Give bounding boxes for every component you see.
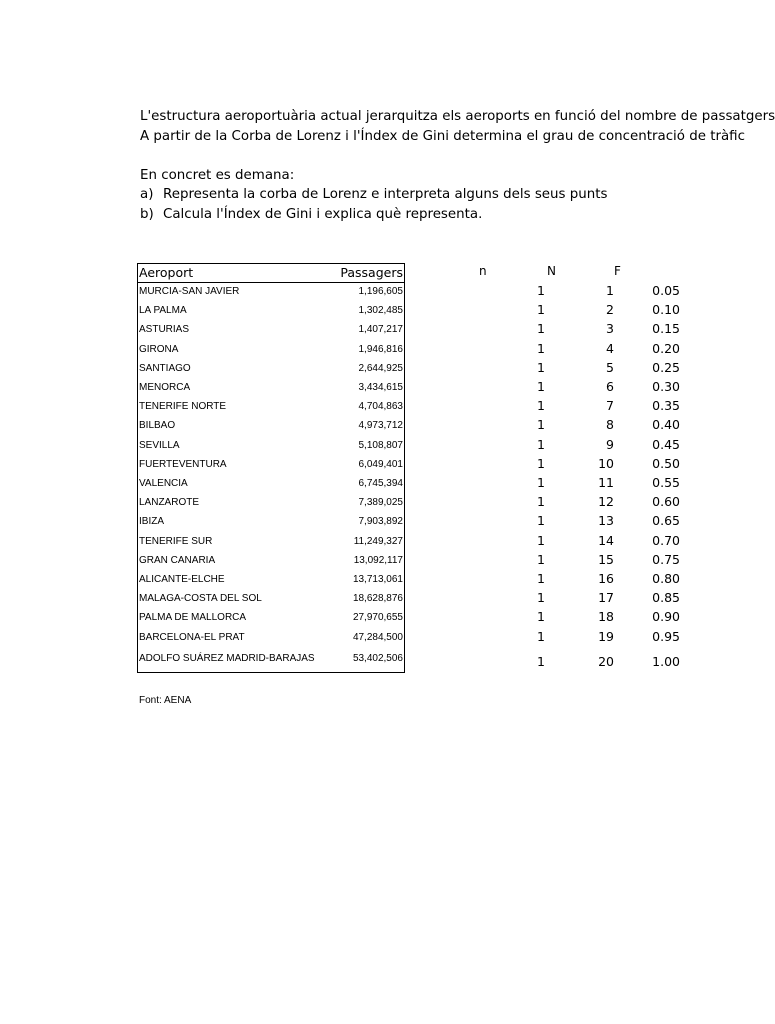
question-b-text: Calcula l'Índex de Gini i explica què representa. bbox=[163, 206, 483, 222]
question-a bbox=[140, 185, 680, 205]
passenger-count: 53,402,506 bbox=[352, 653, 403, 664]
passenger-count: 4,704,863 bbox=[358, 401, 403, 413]
frequency-row bbox=[0, 281, 768, 300]
statement-line-1: L'estructura aeroportuària actual jerarquitza els aeroports en funció del nombre de passatgers bbox=[140, 109, 775, 124]
frequency-row bbox=[0, 415, 768, 434]
cumulative-count: 10 bbox=[598, 455, 614, 471]
relative-cumulative-frequency: 0.55 bbox=[652, 475, 680, 490]
header-N: N bbox=[547, 264, 556, 278]
n-value: 1 bbox=[537, 590, 545, 606]
frequency-row bbox=[0, 588, 768, 607]
header-F: F bbox=[614, 264, 621, 278]
frequency-row bbox=[0, 531, 768, 550]
question-b bbox=[140, 205, 680, 225]
relative-cumulative-frequency: 0.25 bbox=[652, 359, 680, 375]
n-value: 1 bbox=[537, 494, 545, 510]
passenger-count: 7,903,892 bbox=[358, 516, 403, 528]
frequency-row bbox=[0, 300, 768, 319]
relative-cumulative-frequency: 0.90 bbox=[652, 609, 680, 625]
cumulative-count: 6 bbox=[606, 379, 614, 394]
relative-cumulative-frequency: 0.05 bbox=[652, 283, 680, 298]
passenger-count: 11,249,327 bbox=[353, 535, 403, 547]
relative-cumulative-frequency: 0.65 bbox=[652, 513, 680, 529]
passenger-count: 13,092,117 bbox=[353, 554, 403, 566]
cumulative-count: 13 bbox=[598, 513, 614, 529]
frequency-row bbox=[0, 435, 768, 454]
frequency-row bbox=[0, 473, 768, 492]
airport-name: IBIZA bbox=[139, 516, 165, 528]
airport-name: ALICANTE-ELCHE bbox=[139, 574, 225, 585]
n-value: 1 bbox=[537, 340, 545, 356]
airport-name: BILBAO bbox=[139, 420, 176, 432]
frequency-row bbox=[0, 339, 768, 358]
exercise-statement bbox=[140, 107, 775, 224]
relative-cumulative-frequency: 0.10 bbox=[652, 302, 680, 318]
cumulative-count: 3 bbox=[606, 321, 614, 337]
relative-cumulative-frequency: 1.00 bbox=[652, 654, 680, 669]
cumulative-count: 12 bbox=[598, 494, 614, 510]
cumulative-count: 15 bbox=[598, 551, 614, 567]
cumulative-count: 9 bbox=[606, 436, 614, 452]
relative-cumulative-frequency: 0.95 bbox=[652, 628, 680, 644]
cumulative-count: 17 bbox=[598, 590, 614, 606]
source-note: Font: AENA bbox=[139, 695, 192, 706]
airport-name: ASTURIAS bbox=[139, 324, 190, 336]
airport-name: TENERIFE NORTE bbox=[139, 401, 227, 413]
n-value: 1 bbox=[537, 359, 545, 375]
header-n: n bbox=[479, 264, 487, 278]
airport-name: SANTIAGO bbox=[139, 362, 191, 374]
frequency-row bbox=[0, 550, 768, 569]
n-value: 1 bbox=[537, 628, 545, 644]
cumulative-count: 1 bbox=[606, 283, 614, 298]
n-value: 1 bbox=[537, 436, 545, 452]
statement-line-3: En concret es demana: bbox=[140, 167, 295, 183]
header-airport: Aeroport bbox=[139, 265, 194, 280]
cumulative-count: 8 bbox=[606, 417, 614, 433]
n-value: 1 bbox=[537, 302, 545, 318]
relative-cumulative-frequency: 0.60 bbox=[652, 494, 680, 510]
n-value: 1 bbox=[537, 398, 545, 414]
relative-cumulative-frequency: 0.20 bbox=[652, 340, 680, 356]
cumulative-count: 18 bbox=[598, 609, 614, 625]
passenger-count: 13,713,061 bbox=[352, 574, 403, 585]
n-value: 1 bbox=[537, 475, 545, 490]
relative-cumulative-frequency: 0.50 bbox=[652, 455, 680, 471]
passenger-count: 7,389,025 bbox=[358, 497, 403, 509]
n-value: 1 bbox=[537, 609, 545, 625]
n-value: 1 bbox=[537, 321, 545, 337]
n-value: 1 bbox=[537, 417, 545, 433]
frequency-row bbox=[0, 511, 768, 530]
frequency-row bbox=[0, 627, 768, 646]
airport-name: VALENCIA bbox=[139, 478, 188, 489]
cumulative-count: 14 bbox=[598, 532, 614, 548]
airport-name: LA PALMA bbox=[139, 305, 187, 317]
relative-cumulative-frequency: 0.45 bbox=[652, 436, 680, 452]
n-value: 1 bbox=[537, 551, 545, 567]
blank-line bbox=[140, 146, 680, 166]
passenger-count: 27,970,655 bbox=[352, 612, 403, 624]
relative-cumulative-frequency: 0.70 bbox=[652, 532, 680, 548]
airport-name: MENORCA bbox=[139, 382, 191, 393]
n-value: 1 bbox=[537, 283, 545, 298]
cumulative-count: 5 bbox=[606, 359, 614, 375]
relative-cumulative-frequency: 0.80 bbox=[652, 571, 680, 586]
airport-name: TENERIFE SUR bbox=[139, 535, 213, 547]
n-value: 1 bbox=[537, 532, 545, 548]
airport-name: MALAGA-COSTA DEL SOL bbox=[139, 593, 262, 605]
passenger-count: 5,108,807 bbox=[358, 439, 403, 451]
statement-line-2: A partir de la Corba de Lorenz i l'Índex de Gini determina el grau de concentració de tràfic bbox=[140, 128, 745, 144]
frequency-row bbox=[0, 454, 768, 473]
airport-name: BARCELONA-EL PRAT bbox=[139, 631, 245, 643]
cumulative-count: 20 bbox=[598, 654, 614, 669]
airport-name: GIRONA bbox=[139, 343, 179, 355]
question-a-text: Representa la corba de Lorenz e interpreta alguns dels seus punts bbox=[163, 187, 608, 202]
n-value: 1 bbox=[537, 654, 545, 669]
question-a-marker: a) bbox=[140, 187, 154, 202]
frequency-row bbox=[0, 492, 768, 511]
passenger-count: 1,196,605 bbox=[358, 286, 403, 297]
n-value: 1 bbox=[537, 513, 545, 529]
airport-name: MURCIA-SAN JAVIER bbox=[139, 286, 240, 297]
frequency-row bbox=[0, 652, 768, 671]
relative-cumulative-frequency: 0.30 bbox=[652, 379, 680, 394]
frequency-row bbox=[0, 319, 768, 338]
passenger-count: 2,644,925 bbox=[358, 362, 403, 374]
airport-name: ADOLFO SUÁREZ MADRID-BARAJAS bbox=[139, 653, 315, 664]
passenger-count: 1,407,217 bbox=[358, 324, 403, 336]
frequency-row bbox=[0, 358, 768, 377]
frequency-row bbox=[0, 569, 768, 588]
n-value: 1 bbox=[537, 455, 545, 471]
passenger-count: 4,973,712 bbox=[358, 420, 403, 432]
cumulative-count: 16 bbox=[598, 571, 614, 586]
header-passengers: Passagers bbox=[340, 265, 403, 280]
cumulative-count: 19 bbox=[598, 628, 614, 644]
passenger-count: 6,745,394 bbox=[358, 478, 403, 489]
airport-name: SEVILLA bbox=[139, 439, 180, 451]
airport-name: PALMA DE MALLORCA bbox=[139, 612, 247, 624]
relative-cumulative-frequency: 0.85 bbox=[652, 590, 680, 606]
question-b-marker: b) bbox=[140, 206, 154, 222]
n-value: 1 bbox=[537, 571, 545, 586]
cumulative-count: 7 bbox=[606, 398, 614, 414]
relative-cumulative-frequency: 0.75 bbox=[652, 551, 680, 567]
passenger-count: 3,434,615 bbox=[358, 382, 403, 393]
frequency-row bbox=[0, 396, 768, 415]
passenger-count: 1,302,485 bbox=[358, 305, 403, 317]
airport-name: LANZAROTE bbox=[139, 497, 200, 509]
frequency-row bbox=[0, 607, 768, 626]
cumulative-count: 11 bbox=[598, 475, 614, 490]
n-value: 1 bbox=[537, 379, 545, 394]
airport-name: GRAN CANARIA bbox=[139, 554, 216, 566]
passenger-count: 47,284,500 bbox=[352, 631, 403, 643]
passenger-count: 1,946,816 bbox=[358, 343, 403, 355]
relative-cumulative-frequency: 0.15 bbox=[652, 321, 680, 337]
relative-cumulative-frequency: 0.40 bbox=[652, 417, 680, 433]
airport-name: FUERTEVENTURA bbox=[139, 458, 227, 470]
passenger-count: 6,049,401 bbox=[358, 458, 403, 470]
relative-cumulative-frequency: 0.35 bbox=[652, 398, 680, 414]
cumulative-count: 2 bbox=[606, 302, 614, 318]
frequency-row bbox=[0, 377, 768, 396]
passenger-count: 18,628,876 bbox=[352, 593, 403, 605]
cumulative-count: 4 bbox=[606, 340, 614, 356]
